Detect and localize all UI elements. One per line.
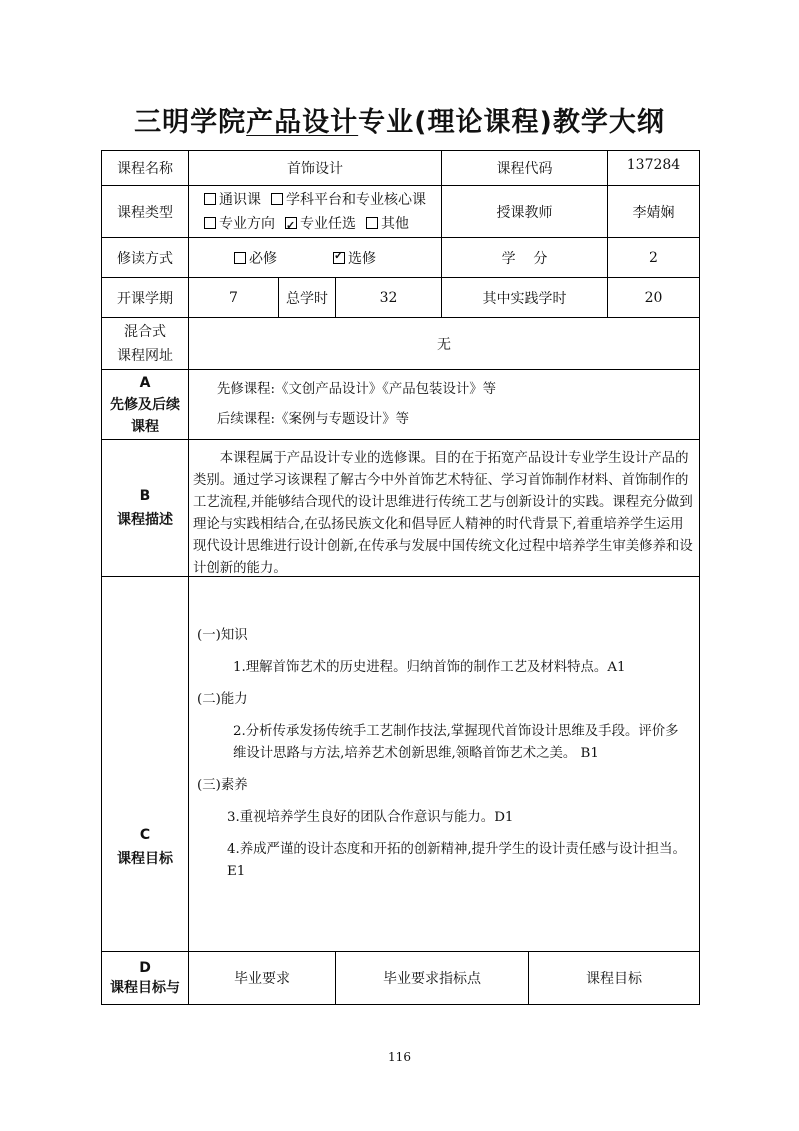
- section-d-title: 课程目标与: [110, 980, 180, 996]
- mode-option-label: 必修: [249, 250, 277, 267]
- course-code-label: 课程代码: [442, 151, 608, 186]
- type-option-label: 专业方向: [219, 215, 275, 232]
- section-b-content: [189, 440, 699, 577]
- course-name-label: 课程名称: [102, 151, 189, 186]
- section-b-label: [102, 440, 189, 577]
- credit-value: 2: [608, 238, 699, 278]
- study-mode-options: [189, 238, 442, 278]
- type-option-label: 其他: [381, 215, 409, 232]
- type-option-general[interactable]: [204, 192, 261, 208]
- type-option-core[interactable]: [271, 192, 426, 208]
- section-c-title: 课程目标: [117, 851, 173, 867]
- title-major: 产品设计: [246, 107, 359, 138]
- course-type-line-2: [204, 212, 419, 236]
- checked-checkbox-icon: [285, 217, 297, 229]
- course-url-value: 无: [189, 318, 699, 370]
- type-option-label: 学科平台和专业核心课: [286, 191, 426, 208]
- course-name-value: 首饰设计: [189, 151, 442, 186]
- checkbox-icon: [271, 193, 283, 205]
- section-a-letter: A: [139, 374, 151, 391]
- course-type-label: 课程类型: [102, 186, 189, 238]
- course-description: 本课程属于产品设计专业的选修课。目的在于拓宽产品设计专业学生设计产品的类别。通过学习该课程了解古今中外首饰艺术特征、学习首饰制作材料、首饰制作的工艺流程,并能够结合现代的设计思维进行传统工艺与创新设计的实践。课程充分做到理论与实践相结合,在弘扬民族文化和倡导匠人精神的时代背景下,着重培养学生运用现代设计思维进行设计创新,在传承与发展中国传统文化过程中培养学生审美修养和设计创新的能力。: [193, 451, 693, 576]
- practice-hours-value: 20: [608, 278, 699, 318]
- prerequisite-courses: 先修课程:《文创产品设计》《产品包装设计》等: [217, 381, 497, 397]
- section-a-label: [102, 370, 189, 440]
- type-option-label: 专业任选: [300, 215, 356, 232]
- practice-hours-label: 其中实践学时: [442, 278, 608, 318]
- goals-quality-heading: (三)素养: [197, 778, 248, 793]
- syllabus-table: [101, 150, 700, 1005]
- type-option-direction[interactable]: [204, 216, 275, 232]
- followup-courses: 后续课程:《案例与专题设计》等: [217, 411, 409, 427]
- goals-ability-heading: (二)能力: [197, 692, 248, 707]
- page-number: 116: [388, 1050, 411, 1064]
- mode-option-label: 选修: [348, 250, 376, 267]
- checkbox-icon: [234, 252, 246, 264]
- page-title: [0, 100, 799, 139]
- section-c-label: [102, 577, 189, 952]
- teacher-value: 李婧娴: [608, 186, 699, 238]
- section-b-letter: B: [139, 488, 151, 504]
- type-option-label: 通识课: [219, 191, 261, 208]
- section-a-title-line1: 先修及后续: [110, 396, 180, 413]
- section-d-letter: D: [139, 960, 151, 976]
- goal-item-2: 2.分析传承发扬传统手工艺制作技法,掌握现代首饰设计思维及手段。评价多维设计思路与方法,培养艺术创新思维,领略首饰艺术之美。 B1: [233, 724, 679, 761]
- goal-item-4: 4.养成严谨的设计态度和开拓的创新精神,提升学生的设计责任感与设计担当。E1: [227, 842, 686, 879]
- checked-checkbox-icon: [333, 252, 345, 264]
- type-option-elective[interactable]: [285, 216, 356, 232]
- section-a-title-line2: 课程: [131, 418, 159, 435]
- course-url-label-line2: 课程网址: [117, 347, 173, 364]
- checkbox-icon: [204, 217, 216, 229]
- course-type-options: [189, 186, 442, 238]
- credit-label: 学 分: [442, 238, 608, 278]
- mode-option-elective[interactable]: [333, 248, 376, 268]
- title-school: 三明学院: [134, 107, 247, 138]
- section-c-content: [189, 577, 699, 952]
- section-b-title: 课程描述: [117, 512, 173, 528]
- course-type-line-1: [204, 188, 436, 212]
- checkbox-icon: [366, 217, 378, 229]
- checkbox-icon: [204, 193, 216, 205]
- goals-knowledge-heading: (一)知识: [197, 628, 248, 643]
- course-url-label-line1: 混合式: [124, 323, 166, 340]
- teacher-label: 授课教师: [442, 186, 608, 238]
- course-goals: [189, 577, 699, 893]
- graduation-requirement-header: 毕业要求: [189, 952, 336, 1004]
- goal-item-3: 3.重视培养学生良好的团队合作意识与能力。D1: [227, 810, 514, 825]
- mode-option-required[interactable]: [234, 248, 277, 268]
- course-code-value: 137284: [608, 151, 699, 186]
- section-d-label: [102, 952, 189, 1004]
- semester-label: 开课学期: [102, 278, 189, 318]
- semester-value: 7: [189, 278, 279, 318]
- study-mode-label: 修读方式: [102, 238, 189, 278]
- total-hours-value: 32: [336, 278, 442, 318]
- section-c-letter: C: [139, 827, 151, 843]
- goal-item-1: 1.理解首饰艺术的历史进程。归纳首饰的制作工艺及材料特点。A1: [233, 660, 626, 675]
- requirement-indicator-header: 毕业要求指标点: [336, 952, 529, 1004]
- type-option-other[interactable]: [366, 216, 409, 232]
- course-url-label: [102, 318, 189, 370]
- total-hours-label: 总学时: [279, 278, 336, 318]
- section-a-content: [189, 370, 699, 440]
- title-suffix: 专业(理论课程)教学大纲: [358, 107, 665, 138]
- course-goal-header: 课程目标: [586, 971, 642, 987]
